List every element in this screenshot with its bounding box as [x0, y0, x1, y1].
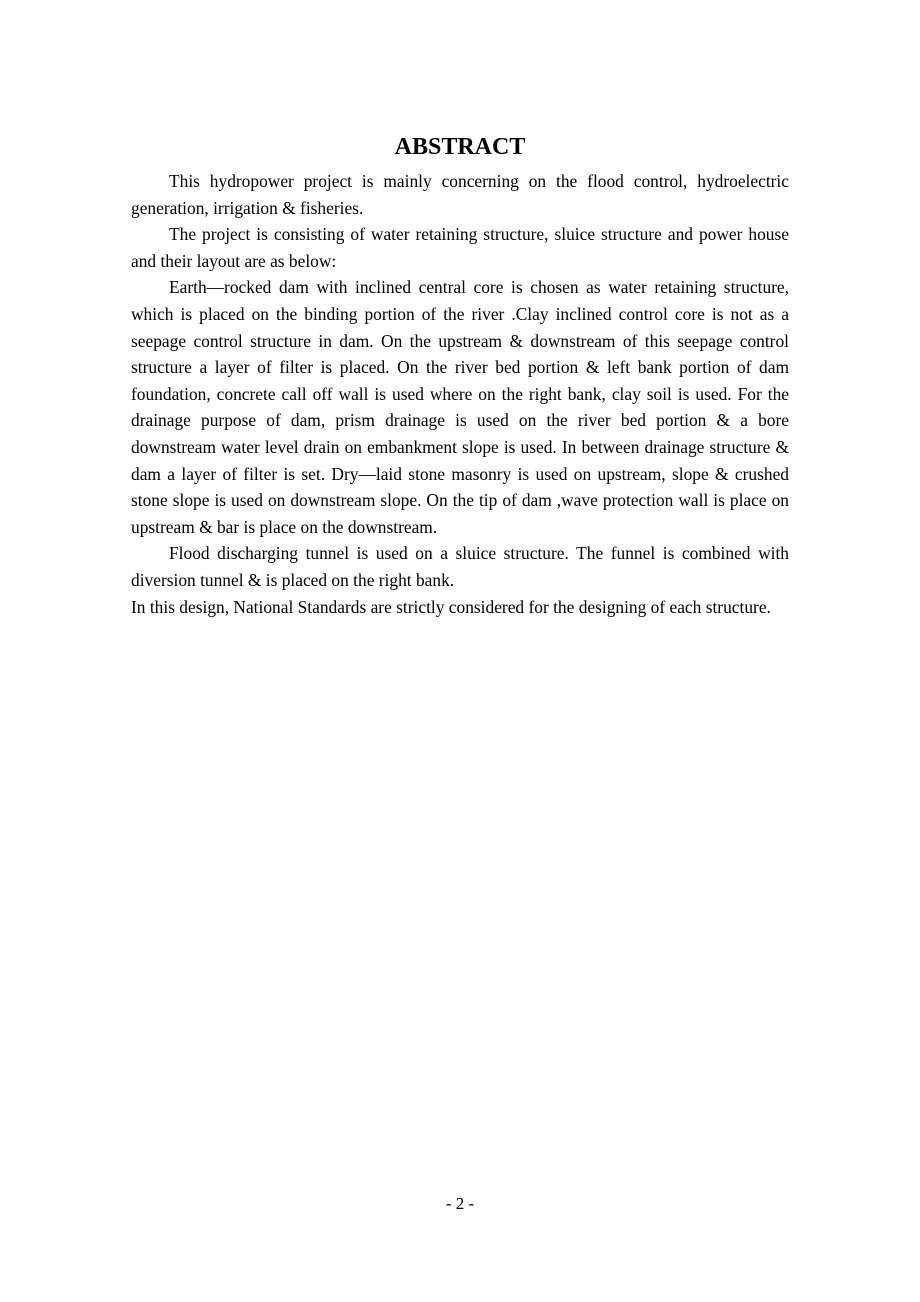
abstract-section — [131, 130, 789, 620]
page-number: - 2 - — [445, 1194, 475, 1213]
abstract-title: ABSTRACT — [394, 134, 526, 160]
abstract-paragraph-purpose: This hydropower project is mainly concerning on the flood control, hydroelectric generation, irrigation & fisheries. — [131, 171, 789, 218]
abstract-paragraph-tunnel: Flood discharging tunnel is used on a sluice structure. The funnel is combined with diversion tunnel & is placed on the right bank. — [131, 543, 789, 590]
abstract-paragraph-components: The project is consisting of water retaining structure, sluice structure and power house and their layout are as below: — [131, 224, 789, 271]
abstract-paragraph-standards: In this design, National Standards are strictly considered for the designing of each structure. — [131, 596, 771, 617]
abstract-paragraph-dam: Earth—rocked dam with inclined central core is chosen as water retaining structure, which is placed on the binding portion of the river .Clay inclined control core is not as a seepage control structure in dam. On the upstream & downstream of this seepage control structure a layer of filter is placed. On the river bed portion & left bank portion of dam foundation, concrete call off wall is used where on the right bank, clay soil is used. For the drainage purpose of dam, prism drainage is used on the river bed portion & a bore downstream water level drain on embankment slope is used. In between drainage structure & dam a layer of filter is set. Dry—laid stone masonry is used on upstream, slope & crushed stone slope is used on downstream slope. On the tip of dam ,wave protection wall is place on upstream & bar is place on the downstream. — [131, 277, 789, 537]
